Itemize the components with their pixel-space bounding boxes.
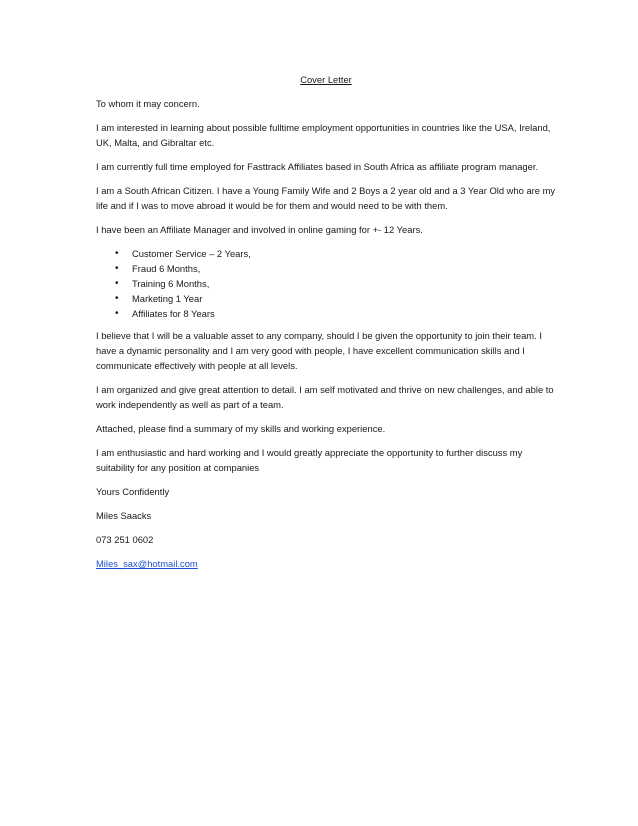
paragraph-interest: I am interested in learning about possible fulltime employment opportunities in countries like the USA, Ireland, UK, Malta, and Gibraltar etc. (96, 122, 551, 148)
bullet-icon: • (115, 263, 119, 274)
signature-name: Miles Saacks (96, 510, 152, 521)
bullet-icon: • (115, 293, 119, 304)
paragraph-attached: Attached, please find a summary of my skills and working experience. (96, 423, 386, 434)
paragraph-value-statement: I believe that I will be a valuable asset to any company, should I be given the opportunity to join their team. I have a dynamic personality and I am very good with people, I have excellent communication skills and I communicate effectively with people at all levels. (96, 330, 542, 371)
bullet-icon: • (115, 308, 119, 319)
list-item (96, 276, 556, 291)
experience-list (96, 246, 556, 321)
list-item-text: Marketing 1 Year (132, 293, 203, 304)
paragraph-enthusiastic: I am enthusiastic and hard working and I would greatly appreciate the opportunity to further discuss my suitability for any position at companies (96, 447, 523, 473)
list-item (96, 246, 556, 261)
list-item (96, 291, 556, 306)
paragraph-citizenship-family: I am a South African Citizen. I have a Young Family Wife and 2 Boys a 2 year old and a 3 Year Old who are my life and if I was to move abroad it would be for them and would need to be with them. (96, 185, 556, 211)
closing: Yours Confidently (96, 486, 170, 497)
letter-title: Cover Letter (300, 74, 352, 85)
list-item (96, 306, 556, 321)
list-item (96, 261, 556, 276)
paragraph-experience: I have been an Affiliate Manager and involved in online gaming for +- 12 Years. (96, 224, 423, 235)
salutation: To whom it may concern. (96, 98, 200, 109)
bullet-icon: • (115, 278, 119, 289)
bullet-icon: • (115, 248, 119, 259)
list-item-text: Affiliates for 8 Years (132, 308, 215, 319)
email-link[interactable]: Miles_sax@hotmail.com (96, 558, 198, 569)
phone-number: 073 251 0602 (96, 534, 154, 545)
list-item-text: Training 6 Months, (132, 278, 210, 289)
list-item-text: Customer Service – 2 Years, (132, 248, 251, 259)
letter-page (96, 72, 556, 580)
paragraph-organized: I am organized and give great attention to detail. I am self motivated and thrive on new challenges, and able to work independently as well as part of a team. (96, 384, 554, 410)
list-item-text: Fraud 6 Months, (132, 263, 201, 274)
paragraph-current-employment: I am currently full time employed for Fasttrack Affiliates based in South Africa as affiliate program manager. (96, 161, 539, 172)
